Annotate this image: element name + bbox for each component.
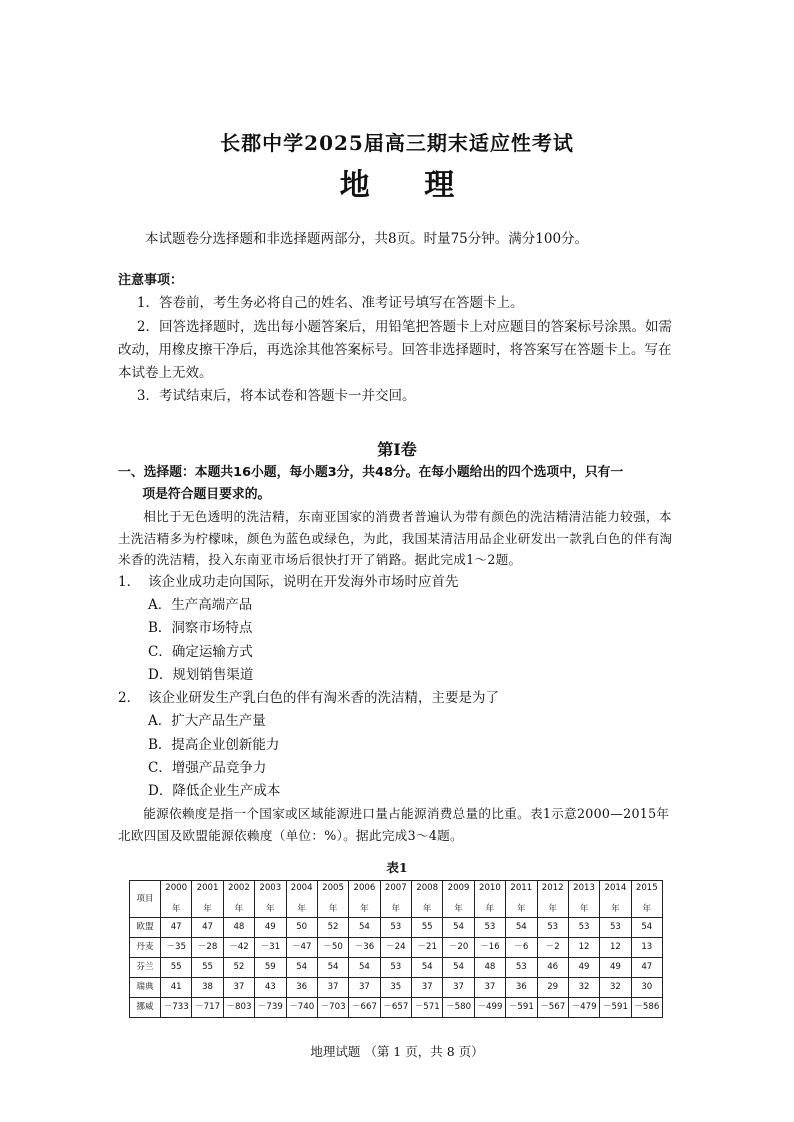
table-year-header [380, 881, 411, 918]
material-passage-2: 能源依赖度是指一个国家或区域能源进口量占能源消费总量的比重。表1示意2000—2015年北欧四国及欧盟能源依赖度（单位：%）。据此完成3～4题。 [118, 806, 670, 843]
table-cell: 54 [443, 918, 474, 938]
table-cell: 55 [161, 958, 192, 978]
table-cell: －740 [286, 998, 317, 1018]
year-label: 2007 [384, 882, 407, 893]
table-cell: 48 [474, 958, 505, 978]
table-cell: 53 [537, 918, 568, 938]
table-cell: 54 [506, 918, 537, 938]
table-year-header [506, 881, 537, 918]
table-cell: 47 [631, 958, 662, 978]
table-year-header [443, 881, 474, 918]
table-row-label: 丹麦 [130, 938, 161, 958]
table-cell: 52 [317, 918, 348, 938]
table-cell: 53 [506, 958, 537, 978]
table-cell: 46 [537, 958, 568, 978]
option-d[interactable]: D．降低企业生产成本 [148, 782, 281, 799]
table-cell: －733 [161, 998, 192, 1018]
question-1 [118, 571, 678, 687]
table-cell: －739 [255, 998, 286, 1018]
year-suffix: 年 [328, 904, 338, 915]
intro-text: 本试题卷分选择题和非选择题两部分，共8页。时量75分钟。满分100分。 [145, 231, 589, 247]
table-cell: －803 [223, 998, 254, 1018]
energy-dependence-table [129, 880, 663, 1018]
exam-title: 长郡中学2025届高三期末适应性考试 [220, 131, 574, 155]
section-heading-line1: 一、选择题：本题共16小题，每小题3分，共48分。在每小题给出的四个选项中，只有一 [118, 465, 624, 480]
table-header-row [130, 881, 663, 918]
section-heading [118, 462, 678, 506]
question-stem: 该企业成功走向国际，说明在开发海外市场时应首先 [148, 573, 459, 590]
table-cell: 36 [286, 978, 317, 998]
table-cell: －667 [349, 998, 380, 1018]
table-cell: 54 [286, 958, 317, 978]
table-cell: －717 [192, 998, 223, 1018]
year-suffix: 年 [203, 904, 212, 915]
table-cell: 37 [412, 978, 443, 998]
table-row [130, 978, 663, 998]
table-year-header [537, 881, 568, 918]
year-label: 2008 [416, 882, 439, 893]
table-cell: 35 [380, 978, 411, 998]
table-cell: 37 [443, 978, 474, 998]
table-cell: 53 [568, 918, 599, 938]
year-suffix: 年 [266, 904, 275, 915]
table-cell: 52 [223, 958, 254, 978]
table-cell: －499 [474, 998, 505, 1018]
year-label: 2006 [353, 882, 376, 893]
table-cell: 54 [317, 958, 348, 978]
table-body [130, 918, 663, 1018]
table-cell: 54 [349, 918, 380, 938]
table-cell: －35 [161, 938, 192, 958]
year-suffix: 年 [579, 904, 589, 915]
table-year-header [223, 881, 254, 918]
table-cell: －657 [380, 998, 411, 1018]
table-cell: －31 [255, 938, 286, 958]
table-cell: 50 [286, 918, 317, 938]
table-cell: －24 [380, 938, 411, 958]
table-cell: 53 [380, 918, 411, 938]
notice-item: 1．答卷前，考生务必将自己的姓名、准考证号填写在答题卡上。 [136, 295, 524, 312]
table-year-header [349, 881, 380, 918]
table-cell: －50 [317, 938, 348, 958]
table-cell: －580 [443, 998, 474, 1018]
table-cell: －42 [223, 938, 254, 958]
table-cell: －571 [412, 998, 443, 1018]
year-suffix: 年 [171, 904, 181, 915]
table-cell: 37 [474, 978, 505, 998]
table-year-header [631, 881, 662, 918]
table-cell: 12 [600, 938, 631, 958]
year-label: 2002 [228, 882, 250, 893]
table-cell: 43 [255, 978, 286, 998]
table-cell: 47 [192, 918, 223, 938]
table-cell: 54 [443, 958, 474, 978]
year-label: 2004 [290, 882, 313, 893]
table-cell: －479 [568, 998, 599, 1018]
table-year-header [255, 881, 286, 918]
material-passage-1: 相比于无色透明的洗洁精，东南亚国家的消费者普遍认为带有颜色的洗洁精清洁能力较强，本土洗洁精多为柠檬味，颜色为蓝色或绿色，为此，我国某清洁用品企业研发出一款乳白色的伴有淘米香的洗洁精，投入东南亚市场后很快打开了销路。据此完成1～2题。 [118, 509, 673, 568]
question-number: 2． [118, 690, 141, 707]
year-label: 2005 [322, 882, 344, 893]
table-year-header [317, 881, 348, 918]
table-cell: 30 [631, 978, 662, 998]
table-cell: 48 [223, 918, 254, 938]
year-label: 2015 [635, 882, 658, 893]
year-label: 2011 [510, 882, 533, 893]
table-cell: 55 [192, 958, 223, 978]
table-row [130, 918, 663, 938]
table-cell: 49 [255, 918, 286, 938]
table-cell: 32 [600, 978, 631, 998]
year-label: 2001 [196, 882, 219, 893]
year-suffix: 年 [391, 904, 401, 915]
notice-item: 2．回答选择题时，选出每小题答案后，用铅笔把答题卡上对应题目的答案标号涂黑。如需改动，用橡皮擦干净后，再选涂其他答案标号。回答非选择题时，将答案写在答题卡上。写在本试卷上无效。 [118, 318, 672, 382]
year-label: 2012 [541, 882, 564, 893]
year-suffix: 年 [548, 904, 557, 915]
table-row [130, 958, 663, 978]
table-cell: 38 [192, 978, 223, 998]
notice-item: 3．考试结束后，将本试卷和答题卡一并交回。 [136, 388, 416, 405]
question-number: 1． [118, 573, 141, 590]
table-year-header [192, 881, 223, 918]
table-year-header [568, 881, 599, 918]
table-cell: 32 [568, 978, 599, 998]
option-b[interactable]: B．提高企业创新能力 [148, 736, 280, 753]
table-year-header [474, 881, 505, 918]
table-cell: －591 [600, 998, 631, 1018]
table-year-header [286, 881, 317, 918]
notice-heading: 注意事项： [118, 273, 184, 288]
table-cell: －47 [286, 938, 317, 958]
year-suffix: 年 [297, 904, 306, 915]
table-cell: 37 [349, 978, 380, 998]
year-label: 2013 [573, 882, 595, 893]
table-row [130, 938, 663, 958]
table-cell: 36 [506, 978, 537, 998]
year-label: 2009 [447, 882, 470, 893]
table-cell: －20 [443, 938, 474, 958]
table-year-header [161, 881, 192, 918]
table-cell: 12 [568, 938, 599, 958]
table-cell: 55 [412, 918, 443, 938]
table-row-label: 瑞典 [130, 978, 161, 998]
table-cell: 37 [317, 978, 348, 998]
table-cell: 49 [600, 958, 631, 978]
year-suffix: 年 [360, 904, 369, 915]
option-c[interactable]: C．确定运输方式 [148, 643, 253, 660]
year-suffix: 年 [422, 904, 432, 915]
table-cell: 59 [255, 958, 286, 978]
table-cell: 53 [380, 958, 411, 978]
year-suffix: 年 [611, 904, 620, 915]
question-2 [118, 687, 678, 803]
table-row [130, 998, 663, 1018]
table-cell: －567 [537, 998, 568, 1018]
table-cell: 41 [161, 978, 192, 998]
year-label: 2014 [604, 882, 627, 893]
option-a[interactable]: A．扩大产品生产量 [148, 713, 266, 730]
table-cell: 53 [600, 918, 631, 938]
option-a[interactable]: A．生产高端产品 [148, 597, 253, 614]
part-title: 第Ⅰ卷 [377, 440, 417, 459]
subject-title: 地 理 [339, 168, 477, 203]
table-cell: 54 [412, 958, 443, 978]
exam-intro [118, 228, 678, 251]
year-suffix: 年 [454, 904, 463, 915]
table-cell: －21 [412, 938, 443, 958]
table-cell: －586 [631, 998, 662, 1018]
table-cell: －28 [192, 938, 223, 958]
section-one [118, 462, 678, 846]
option-b[interactable]: B．洞察市场特点 [148, 620, 253, 637]
table-cell: －6 [506, 938, 537, 958]
option-c[interactable]: C．增强产品竞争力 [148, 759, 267, 776]
table-cell: 49 [568, 958, 599, 978]
table-cell: 54 [349, 958, 380, 978]
year-label: 2000 [165, 882, 188, 893]
table-year-header [600, 881, 631, 918]
table-cell: 37 [223, 978, 254, 998]
table-cell: 54 [631, 918, 662, 938]
table-cell: －2 [537, 938, 568, 958]
table-year-header [412, 881, 443, 918]
table-cell: 47 [161, 918, 192, 938]
notice-section [118, 270, 678, 408]
table-cell: －703 [317, 998, 348, 1018]
question-stem: 该企业研发生产乳白色的伴有淘米香的洗洁精，主要是为了 [148, 690, 499, 707]
year-suffix: 年 [485, 904, 495, 915]
table-cell: －591 [506, 998, 537, 1018]
table-caption: 表1 [386, 860, 408, 875]
table-row-label: 芬兰 [130, 958, 161, 978]
table-corner-label: 项目 [130, 881, 161, 918]
year-label: 2003 [259, 882, 282, 893]
table-row-label: 挪威 [130, 998, 161, 1018]
table-cell: －36 [349, 938, 380, 958]
page-footer: 地理试题 （第 1 页，共 8 页） [310, 1044, 484, 1059]
year-suffix: 年 [234, 904, 244, 915]
table-cell: 53 [474, 918, 505, 938]
year-suffix: 年 [642, 904, 652, 915]
year-label: 2010 [479, 882, 501, 893]
section-heading-line2: 项是符合题目要求的。 [142, 487, 271, 502]
option-d[interactable]: D．规划销售渠道 [148, 666, 254, 683]
year-suffix: 年 [517, 904, 526, 915]
table-row-label: 欧盟 [130, 918, 161, 938]
table-cell: －16 [474, 938, 505, 958]
table-cell: 29 [537, 978, 568, 998]
table-cell: 13 [631, 938, 662, 958]
